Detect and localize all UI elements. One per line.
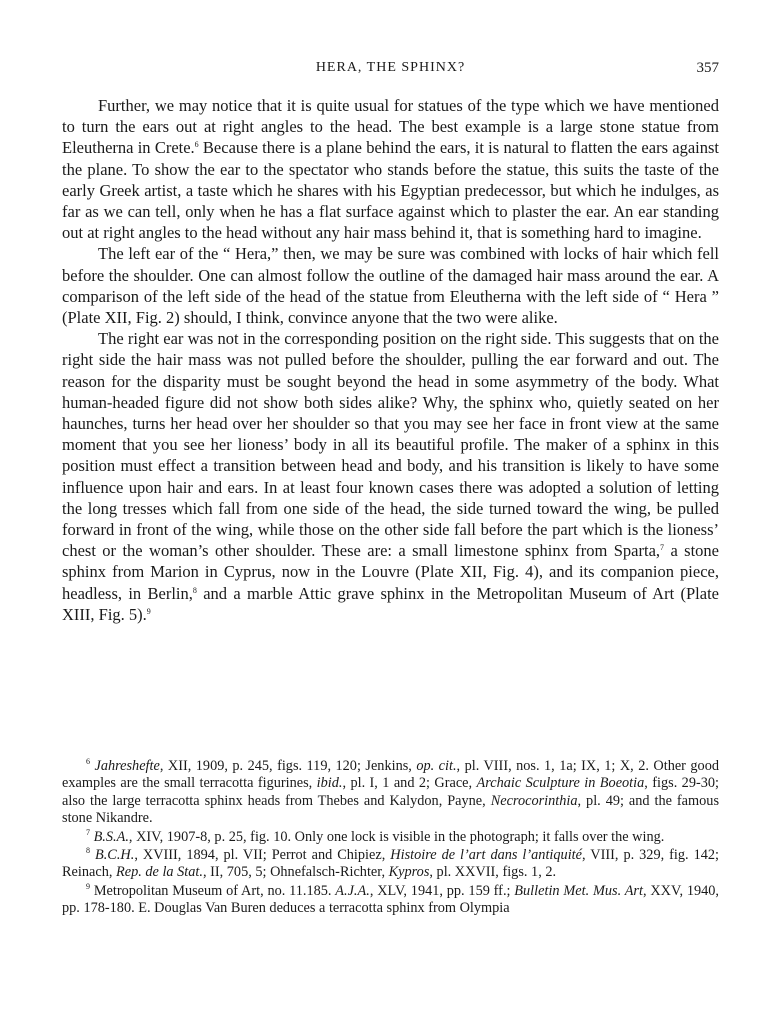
footnote-8: $^8$ B.C.H., XVIII, 1894, pl. VII; Perrot and Chipiez, Histoire de l’art dans l’antiquité, VIII, p. 329, fig. 142; Reinach, Rep. de la Stat., II, 705, 5; Ohnefalsch-Richter, Kypros, pl. XXVII, figs. 1, 2. (62, 846, 719, 881)
footnote-ref-7[interactable]: 7 (660, 543, 665, 553)
footnote-6: $^6$ Jahreshefte, XII, 1909, p. 245, figs. 119, 120; Jenkins, op. cit., pl. VIII, nos. 1, 1a; IX, 1; X, 2. Other good examples are the small terracotta figurines, ibid., pl. I, 1 and 2; Grace, Archaic Sculpture in Boeotia, figs. 29-30; also the large terracotta sphinx heads from Thebes and Kalydon, Payne, Necrocorinthia, pl. 49; and the famous stone Nikandre. (62, 757, 720, 827)
footnote-ref-9[interactable]: 9 (146, 606, 151, 616)
footnotes (62, 758, 719, 919)
paragraph-right-ear: The right ear was not in the corresponding position on the right side. This suggests that on the right side the hair mass was not pulled before the shoulder, pulling the ear forward and out. The reason for the disparity must be sought beyond the head in some asymmetry of the body. What human-headed figure did not show both sides alike? Why, the sphinx who, quietly seated on her haunches, turns her head over her shoulder so that you may see her face in front view at the same moment that you see her lioness’ body in all its beautiful profile. The maker of a sphinx in this position must effect a transition between head and body, and his transition is likely to have some influence upon hair and ears. In at least four known cases there was adopted a solution of letting the long tresses which fall from one side of the head, the side turned toward the wing, be pulled forward in front of the wing, while those on the other side fall before the part which is the lioness’ chest or the woman’s other shoulder. These are: a small limestone sphinx from Sparta,$^7$ a stone sphinx from Marion in Cyprus, now in the Louvre (Plate XII, Fig. 4), and its companion piece, headless, in Berlin,$^8$ and a marble Attic grave sphinx in the Metropolitan Museum of Art (Plate XIII, Fig. 5).$^9$ (62, 329, 719, 624)
footnote-number: 6 (86, 757, 90, 766)
footnote-ref-8[interactable]: 8 (192, 585, 197, 595)
page-number: 357 (696, 60, 719, 76)
footnote-number: 8 (86, 846, 90, 856)
paragraph-ears-at-right-angles: Further, we may notice that it is quite usual for statues of the type which we have mentioned to turn the ears out at right angles to the head. The best example is a large stone statue from Eleutherna in Crete.$^6$ Because there is a plane behind the ears, it is natural to flatten the ears against the plane. To show the ear to the spectator who stands before the statue, this suits the taste of the early Greek artist, a taste which he shares with his Egyptian predecessor, but which he indulges, as far as we can tell, only when he has a flat surface against which to plaster the ear. An ear standing out at right angles to the head without any hair mass behind it, that is something hard to imagine. (62, 96, 719, 243)
running-title: HERA, THE SPHINX? (315, 60, 466, 75)
paragraph-left-ear: The left ear of the “ Hera,” then, we may be sure was combined with locks of hair which fell before the shoulder. One can almost follow the outline of the damaged hair mass around the ear. A comparison of the left side of the head of the statue from Eleutherna with the left side of “ Hera ” (Plate XII, Fig. 2) should, I think, convince anyone that the two were alike. (62, 244, 719, 328)
running-head (62, 60, 719, 82)
footnote-ref-6[interactable]: 6 (194, 140, 199, 150)
footnote-7: $^7$ B.S.A., XIV, 1907-8, p. 25, fig. 10. Only one lock is visible in the photograph; it falls over the wing. (86, 827, 665, 845)
footnote-number: 9 (86, 881, 90, 891)
footnote-number: 7 (86, 827, 90, 837)
footnote-9: $^9$ Metropolitan Museum of Art, no. 11.185. A.J.A., XLV, 1941, pp. 159 ff.; Bulletin Met. Mus. Art, XXV, 1940, pp. 178-180. E. Douglas Van Buren deduces a terracotta sphinx from Olympia (62, 881, 720, 917)
body-text (62, 95, 719, 625)
